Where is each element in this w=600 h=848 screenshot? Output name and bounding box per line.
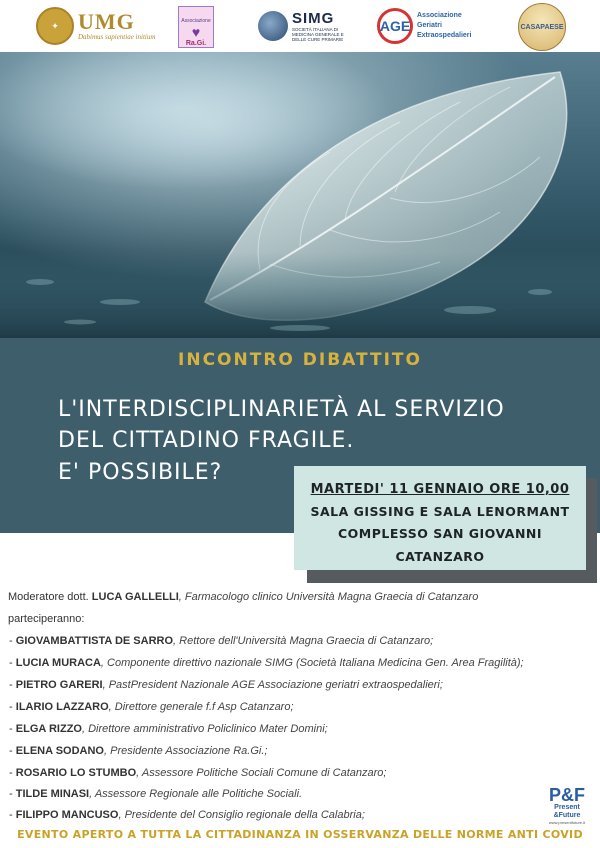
ragi-figure-icon: ♥ <box>191 24 201 40</box>
simg-subtitle: SOCIETÀ ITALIANA DI MEDICINA GENERALE E DELLE CURE PRIMARIE <box>292 27 344 42</box>
participant-name: FILIPPO MANCUSO <box>15 809 119 821</box>
age-line-3: Extraospedalieri <box>417 32 472 39</box>
present-future-mark: P&F <box>549 785 585 805</box>
moderator-role: , Farmacologo clinico Università Magna Graecia di Catanzaro <box>178 591 479 603</box>
participant-name: PIETRO GARERI <box>15 679 103 691</box>
participant-item: - FILIPPO MANCUSO, Presidente del Consiglio regionale della Calabria; <box>6 809 365 821</box>
participant-item: - ROSARIO LO STUMBO, Assessore Politiche Sociali Comune di Catanzaro; <box>6 767 387 779</box>
event-subtitle: INCONTRO DIBATTITO <box>178 350 422 370</box>
participant-item: - ILARIO LAZZARO, Direttore generale f.f Asp Catanzaro; <box>6 701 294 713</box>
ragi-name: Ra.Gi. <box>185 40 207 47</box>
participant-name: LUCIA MURACA <box>15 657 101 669</box>
leaf-photo <box>0 52 600 338</box>
participant-role: , Presidente Associazione Ra.Gi.; <box>104 745 268 757</box>
participant-item: - PIETRO GARERI, PastPresident Nazionale AGE Associazione geriatri extraospedalieri; <box>6 679 443 691</box>
age-mark: AGE <box>377 8 413 44</box>
event-complex: COMPLESSO SAN GIOVANNI <box>337 526 543 541</box>
casapaese-logo <box>518 3 566 51</box>
participant-role: , Direttore generale f.f Asp Catanzaro; <box>108 701 294 713</box>
participants-label: parteciperanno: <box>8 613 85 625</box>
footer-notice: EVENTO APERTO A TUTTA LA CITTADINANZA IN OSSERVANZA DELLE NORME ANTI COVID <box>17 828 583 841</box>
participant-role: , Rettore dell'Università Magna Graecia di Catanzaro; <box>173 635 434 647</box>
moderator-line <box>8 591 478 603</box>
participant-item: - LUCIA MURACA, Componente direttivo nazionale SIMG (Società Italiana Medicina Gen. Area Fragilità); <box>6 657 524 669</box>
participant-item: - GIOVAMBATTISTA DE SARRO, Rettore dell'Università Magna Graecia di Catanzaro; <box>6 635 434 647</box>
moderator-prefix: Moderatore dott. <box>8 591 92 603</box>
present-future-url: www.presentfuture.it <box>548 820 586 825</box>
age-line-1: Associazione <box>417 12 462 19</box>
participant-role: , Assessore Politiche Sociali Comune di Catanzaro; <box>136 767 387 779</box>
umg-logo <box>36 6 155 46</box>
participant-item: - ELENA SODANO, Presidente Associazione Ra.Gi.; <box>6 745 268 757</box>
participant-name: ELGA RIZZO <box>15 723 82 735</box>
participant-role: , Componente direttivo nazionale SIMG (Società Italiana Medicina Gen. Area Fragilità); <box>100 657 524 669</box>
event-title-line-3: E' POSSIBILE? <box>58 460 223 485</box>
participant-role: , PastPresident Nazionale AGE Associazione geriatri extraospedalieri; <box>102 679 443 691</box>
event-title-line-1: L'INTERDISCIPLINARIETÀ AL SERVIZIO <box>58 397 505 422</box>
participant-role: , Direttore amministrativo Policlinico Mater Domini; <box>81 723 328 735</box>
simg-globe-icon <box>258 11 288 41</box>
logo-strip <box>0 0 600 52</box>
ragi-logo <box>178 6 214 48</box>
participant-name: ILARIO LAZZARO <box>15 701 109 713</box>
event-title-line-2: DEL CITTADINO FRAGILE. <box>58 428 355 453</box>
umg-motto: Dabimus sapientiae initium <box>78 33 156 41</box>
umg-seal-icon: ✦ <box>36 7 74 45</box>
event-city: CATANZARO <box>395 549 485 564</box>
event-venue: SALA GISSING E SALA LENORMANT <box>310 504 570 519</box>
event-date: MARTEDI' 11 GENNAIO ORE 10,00 <box>310 482 570 497</box>
participant-role: , Assessore Regionale alle Politiche Sociali. <box>89 788 303 800</box>
age-line-2: Geriatri <box>417 22 442 29</box>
simg-logo <box>258 6 354 46</box>
participant-name: ELENA SODANO <box>15 745 104 757</box>
age-logo <box>377 6 471 46</box>
participant-item: - TILDE MINASI, Assessore Regionale alle Politiche Sociali. <box>6 788 303 800</box>
leaf-image-icon <box>0 52 600 338</box>
participant-role: , Presidente del Consiglio regionale della Calabria; <box>118 809 365 821</box>
moderator-name: LUCA GALLELLI <box>91 591 179 603</box>
umg-name: UMG <box>78 9 135 34</box>
ragi-caption: Associazione <box>181 18 211 24</box>
participant-item: - ELGA RIZZO, Direttore amministrativo Policlinico Mater Domini; <box>6 723 328 735</box>
present-future-line-2: &Future <box>553 812 581 819</box>
present-future-logo <box>538 786 596 832</box>
present-future-line-1: Present <box>554 804 580 811</box>
participant-name: GIOVAMBATTISTA DE SARRO <box>15 635 174 647</box>
simg-name: SIMG <box>292 10 335 27</box>
participant-name: TILDE MINASI <box>15 788 90 800</box>
casapaese-name: CASAPAESE <box>520 23 564 31</box>
participant-name: ROSARIO LO STUMBO <box>15 767 137 779</box>
